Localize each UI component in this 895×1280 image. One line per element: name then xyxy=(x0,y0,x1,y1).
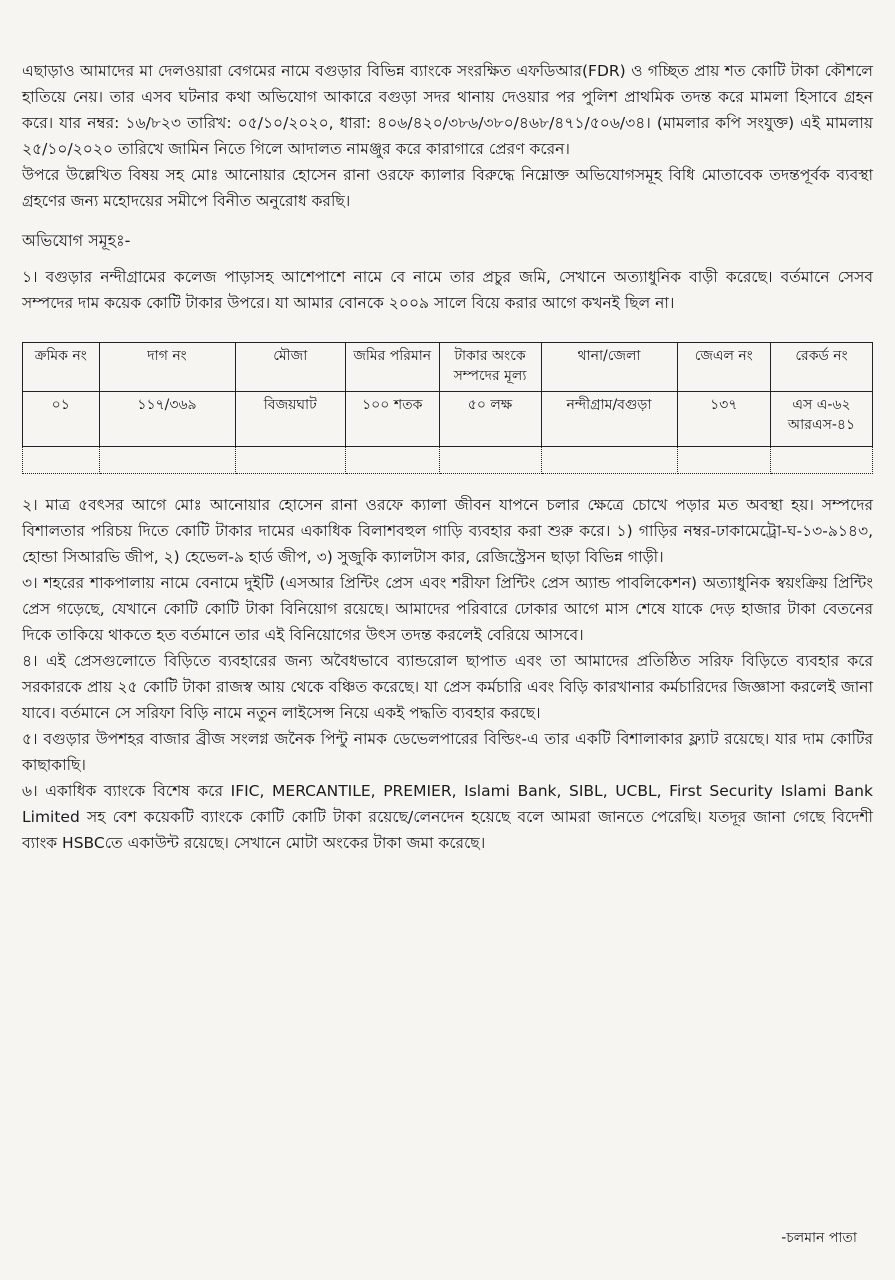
cell-dag: ১১৭/৩৬৯ xyxy=(99,392,235,447)
col-dag: দাগ নং xyxy=(99,343,235,392)
cell-land-amount: ১০০ শতক xyxy=(346,392,440,447)
intro-paragraph: এছাড়াও আমাদের মা দেলওয়ারা বেগমের নামে বগুড়ার বিভিন্ন ব্যাংকে সংরক্ষিত এফডিআর(FDR) ও গচ্ছিত প্রায় শত কোটি টাকা কৌশলে হাতিয়ে নেয়। তার এসব ঘটনার কথা অভিযোগ আকারে বগুড়া সদর থানায় দেওয়ার পর পুলিশ প্রাথমিক তদন্ত করে মামলা হিসাবে গ্রহন করে। যার নম্বর: ১৬/৮২৩ তারিখ: ০৫/১০/২০২০, ধারা: ৪০৬/৪২০/৩৮৬/৩৮০/৪৬৮/৪৭১/৫০৬/৩৪। (মামলার কপি সংযুক্ত) এই মামলায় ২৫/১০/২০২০ তারিখে জামিন নিতে গিলে আদালত নামঞ্জুর করে কারাগারে প্রেরণ করেন। xyxy=(22,62,873,158)
table-row xyxy=(23,392,873,447)
col-thana-district: থানা/জেলা xyxy=(541,343,677,392)
empty-cell xyxy=(541,447,677,474)
col-record: রেকর্ড নং xyxy=(771,343,873,392)
table-empty-row xyxy=(23,447,873,474)
cell-record: এস এ-৬২ আরএস-৪১ xyxy=(771,392,873,447)
allegation-3: ৩। শহরের শাকপালায় নামে বেনামে দুইটি (এসআর প্রিন্টিং প্রেস এবং শরীফা প্রিন্টিং প্রেস অ্যান্ড পাবলিকেশন) অত্যাধুনিক স্বয়ংক্রিয় প্রিন্টিং প্রেস গড়েছে, যেখানে কোটি কোটি টাকা বিনিয়োগ রয়েছে। আমাদের পরিবারে ঢোকার আগে মাস শেষে যাকে দেড় হাজার টাকা বেতনের দিকে তাকিয়ে থাকতে হত বর্তমানে তার এই বিনিয়োগের উৎস তদন্ত করলেই বেরিয়ে আসবে। xyxy=(22,574,873,644)
cell-mouza: বিজয়ঘাট xyxy=(235,392,346,447)
empty-cell xyxy=(235,447,346,474)
col-jl: জেএল নং xyxy=(677,343,771,392)
col-value: টাকার অংকে সম্পদের মূল্য xyxy=(439,343,541,392)
allegation-1: ১। বগুড়ার নন্দীগ্রামের কলেজ পাড়াসহ আশেপাশে নামে বে নামে তার প্রচুর জমি, সেখানে অত্যাধুনিক বাড়ী করেছে। বর্তমানে সেসব সম্পদের দাম কয়েক কোটি টাকার উপরে। যা আমার বোনকে ২০০৯ সালে বিয়ে করার আগে কখনই ছিল না। xyxy=(22,268,873,312)
request-paragraph: উপরে উল্লেখিত বিষয় সহ মোঃ আনোয়ার হোসেন রানা ওরফে ক্যালার বিরুদ্ধে নিম্নোক্ত অভিযোগসমূহ বিধি মোতাবেক তদন্তপূর্বক ব্যবস্থা গ্রহণের জন্য মহোদয়ের সমীপে বিনীত অনুরোধ করছি। xyxy=(22,166,873,210)
cell-thana-district: নন্দীগ্রাম/বগুড়া xyxy=(541,392,677,447)
empty-cell xyxy=(23,447,100,474)
allegation-6: ৬। একাধিক ব্যাংকে বিশেষ করে IFIC, MERCANTILE, PREMIER, Islami Bank, SIBL, UCBL, First Security Islami Bank Limited সহ বেশ কয়েকটি ব্যাংকে কোটি কোটি টাকা রয়েছে/লেনদেন হয়েছে বলে আমরা জানতে পেরেছি। যতদূর জানা গেছে বিদেশী ব্যাংক HSBCতে একাউন্ট রয়েছে। সেখানে মোটা অংকের টাকা জমা করেছে। xyxy=(22,782,873,852)
empty-cell xyxy=(771,447,873,474)
table-header-row xyxy=(23,343,873,392)
continued-page-note: -চলমান পাতা xyxy=(781,1230,857,1246)
empty-cell xyxy=(346,447,440,474)
property-table xyxy=(22,342,873,474)
empty-cell xyxy=(99,447,235,474)
cell-jl: ১৩৭ xyxy=(677,392,771,447)
cell-serial: ০১ xyxy=(23,392,100,447)
allegation-5: ৫। বগুড়ার উপশহর বাজার ব্রীজ সংলগ্ন জনৈক পিন্টু নামক ডেভেলপারের বিল্ডিং-এ তার একটি বিশালাকার ফ্ল্যাট রয়েছে। যার দাম কোটির কাছাকাছি। xyxy=(22,730,873,774)
allegation-4: ৪। এই প্রেসগুলোতে বিড়িতে ব্যবহারের জন্য অবৈধভাবে ব্যান্ডরোল ছাপাত এবং তা আমাদের প্রতিষ্ঠিত সরিফ বিড়িতে ব্যবহার করে সরকারকে প্রায় ২৫ কোটি টাকা রাজস্ব আয় থেকে বঞ্চিত করেছে। যা প্রেস কর্মচারি এবং বিড়ি কারখানার কর্মচারিদের জিজ্ঞাসা করলেই জানা যাবে। বর্তমানে সে সরিফা বিড়ি নামে নতুন লাইসেন্স নিয়ে একই পদ্ধতি ব্যবহার করছে। xyxy=(22,652,873,722)
col-mouza: মৌজা xyxy=(235,343,346,392)
cell-value: ৫০ লক্ষ xyxy=(439,392,541,447)
empty-cell xyxy=(677,447,771,474)
allegations-heading: অভিযোগ সমূহঃ- xyxy=(22,231,131,250)
allegation-2: ২। মাত্র ৫বৎসর আগে মোঃ আনোয়ার হোসেন রানা ওরফে ক্যালা জীবন যাপনে চলার ক্ষেত্রে চোখে পড়ার মত অবস্থা হয়। সম্পদের বিশালতার পরিচয় দিতে কোটি টাকার দামের একাধিক বিলাশবহুল গাড়ি ব্যবহার করা শুরু করে। ১) গাড়ির নম্বর-ঢাকামেট্রো-ঘ-১৩-৯১৪৩, হোন্ডা সিআরভি জীপ, ২) হেভেল-৯ হার্ড জীপ, ৩) সুজুকি ক্যালটাস কার, রেজিস্ট্রেসন ছাড়া বিভিন্ন গাড়ী। xyxy=(22,496,873,566)
col-land-amount: জমির পরিমান xyxy=(346,343,440,392)
col-serial: ক্রমিক নং xyxy=(23,343,100,392)
property-table-wrap xyxy=(22,342,873,474)
empty-cell xyxy=(439,447,541,474)
